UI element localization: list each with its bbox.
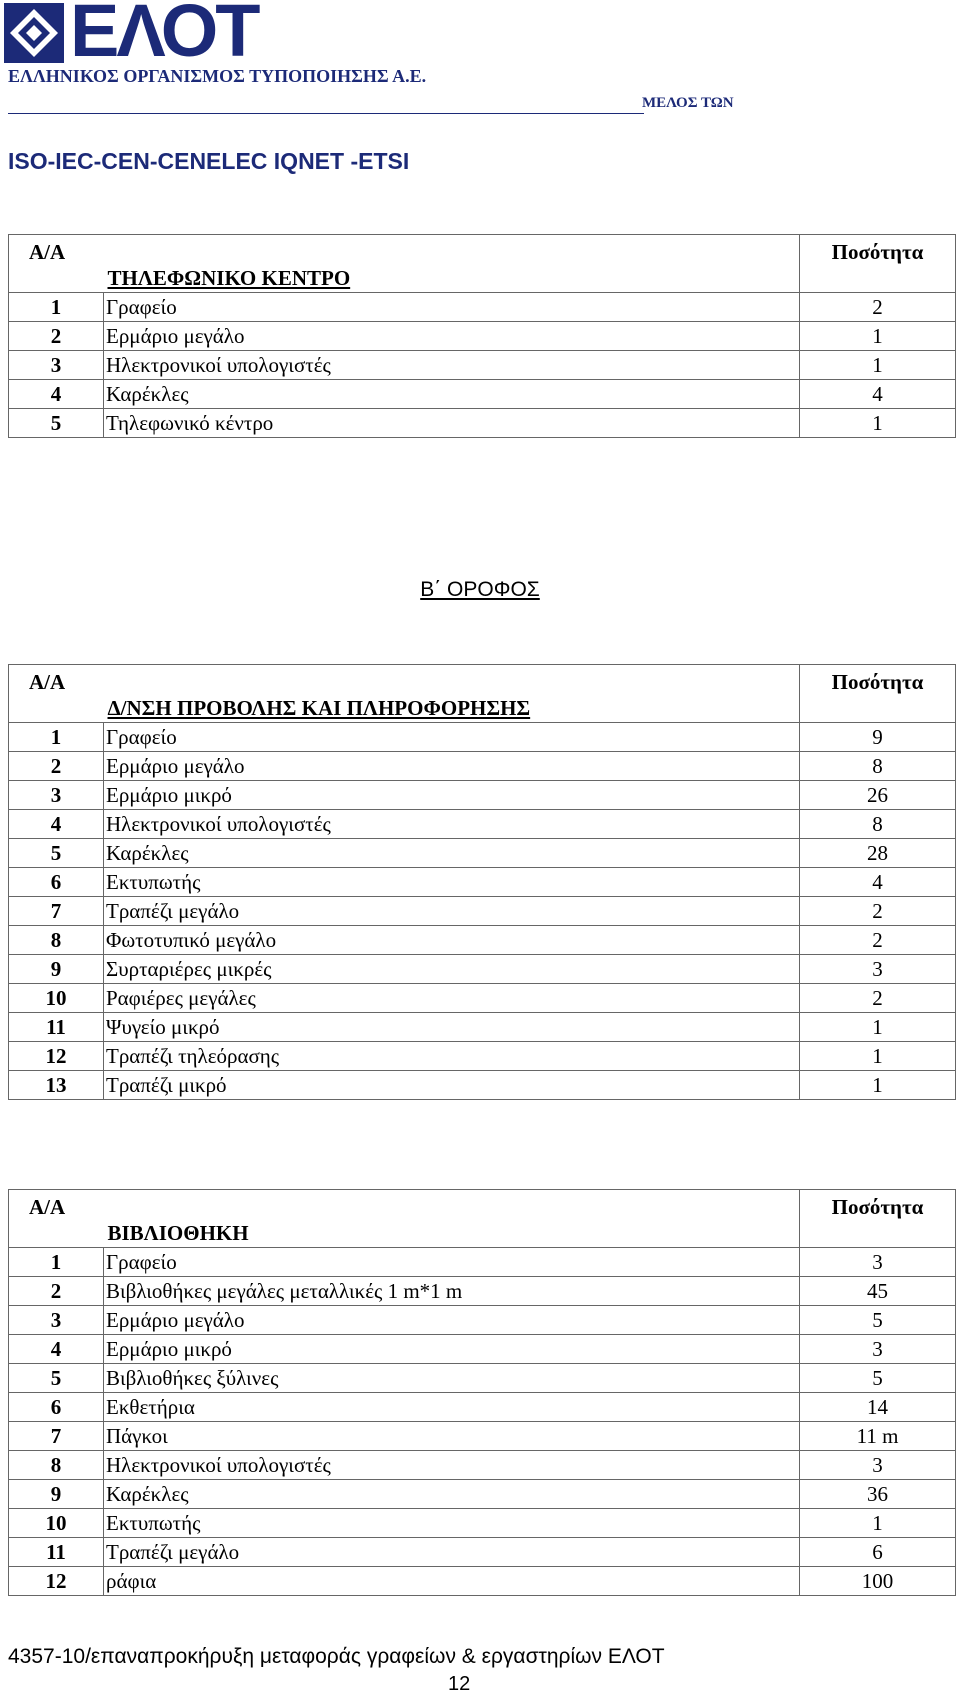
row-number: 4 <box>9 1335 104 1364</box>
member-organizations: ISO-IEC-CEN-CENELEC IQNET -ETSI <box>8 148 410 174</box>
row-item: Ψυγείο μικρό <box>104 1013 800 1042</box>
row-quantity: 14 <box>800 1393 956 1422</box>
row-number: 5 <box>9 1364 104 1393</box>
row-quantity: 3 <box>800 1335 956 1364</box>
row-number: 11 <box>9 1538 104 1567</box>
row-number: 11 <box>9 1013 104 1042</box>
table-row <box>9 322 956 351</box>
table-row <box>9 1306 956 1335</box>
table-row <box>9 1480 956 1509</box>
row-item: Ηλεκτρονικοί υπολογιστές <box>104 810 800 839</box>
footer-reference: 4357-10/επαναπροκήρυξη μεταφοράς γραφείων & εργαστηρίων ΕΛΟΤ <box>8 1645 665 1668</box>
row-quantity: 9 <box>800 723 956 752</box>
row-number: 1 <box>9 723 104 752</box>
row-number: 2 <box>9 752 104 781</box>
row-item: Καρέκλες <box>104 839 800 868</box>
row-item: Εκθετήρια <box>104 1393 800 1422</box>
table-row <box>9 351 956 380</box>
section-title: Δ/ΝΣΗ ΠΡΟΒΟΛΗΣ ΚΑΙ ΠΛΗΡΟΦΟΡΗΣΗΣ <box>107 696 531 720</box>
row-number: 9 <box>9 955 104 984</box>
aa-header: Α/Α <box>29 670 66 694</box>
row-item: Εκτυπωτής <box>104 1509 800 1538</box>
table-row <box>9 810 956 839</box>
row-item: Τραπέζι μεγάλο <box>104 897 800 926</box>
row-item: ράφια <box>104 1567 800 1596</box>
row-item: Ηλεκτρονικοί υπολογιστές <box>104 1451 800 1480</box>
header-divider <box>8 113 644 114</box>
row-item: Ραφιέρες μεγάλες <box>104 984 800 1013</box>
table-row <box>9 293 956 322</box>
logo-wordmark: ΕΛΟΤ <box>70 0 258 72</box>
table-row <box>9 781 956 810</box>
table-row <box>9 1071 956 1100</box>
row-item: Ερμάριο μεγάλο <box>104 1306 800 1335</box>
row-item: Τηλεφωνικό κέντρο <box>104 409 800 438</box>
table-row <box>9 984 956 1013</box>
row-number: 7 <box>9 1422 104 1451</box>
table-row <box>9 409 956 438</box>
row-item: Ερμάριο μεγάλο <box>104 752 800 781</box>
table-row <box>9 926 956 955</box>
row-quantity: 3 <box>800 955 956 984</box>
row-item: Βιβλιοθήκες μεγάλες μεταλλικές 1 m*1 m <box>104 1277 800 1306</box>
row-number: 8 <box>9 926 104 955</box>
row-number: 8 <box>9 1451 104 1480</box>
table-row <box>9 1509 956 1538</box>
row-quantity: 2 <box>800 897 956 926</box>
section-title: ΤΗΛΕΦΩΝΙΚΟ ΚΕΝΤΡΟ <box>107 266 351 290</box>
row-item: Ηλεκτρονικοί υπολογιστές <box>104 351 800 380</box>
row-quantity: 2 <box>800 926 956 955</box>
row-item: Ερμάριο μικρό <box>104 781 800 810</box>
row-item: Φωτοτυπικό μεγάλο <box>104 926 800 955</box>
row-item: Τραπέζι μεγάλο <box>104 1538 800 1567</box>
table-row <box>9 868 956 897</box>
table-row <box>9 1393 956 1422</box>
row-item: Ερμάριο μικρό <box>104 1335 800 1364</box>
aa-header: Α/Α <box>29 240 66 264</box>
row-item: Γραφείο <box>104 293 800 322</box>
page-number: 12 <box>448 1673 471 1695</box>
promotion-information-table <box>8 664 956 1100</box>
organization-name: ΕΛΛΗΝΙΚΟΣ ΟΡΓΑΝΙΣΜΟΣ ΤΥΠΟΠΟΙΗΣΗΣ Α.Ε. <box>8 66 427 86</box>
row-item: Τραπέζι τηλεόρασης <box>104 1042 800 1071</box>
table-row <box>9 897 956 926</box>
row-quantity: 8 <box>800 752 956 781</box>
table-row <box>9 1335 956 1364</box>
aa-header: Α/Α <box>29 1195 66 1219</box>
row-quantity: 5 <box>800 1364 956 1393</box>
table-header-row <box>9 235 956 293</box>
row-quantity: 3 <box>800 1451 956 1480</box>
row-quantity: 100 <box>800 1567 956 1596</box>
table-row <box>9 955 956 984</box>
library-table <box>8 1189 956 1596</box>
row-quantity: 28 <box>800 839 956 868</box>
row-number: 10 <box>9 984 104 1013</box>
row-item: Ερμάριο μεγάλο <box>104 322 800 351</box>
row-number: 7 <box>9 897 104 926</box>
table-row <box>9 380 956 409</box>
row-number: 3 <box>9 351 104 380</box>
row-quantity: 1 <box>800 1509 956 1538</box>
row-number: 3 <box>9 781 104 810</box>
row-quantity: 1 <box>800 322 956 351</box>
row-quantity: 2 <box>800 984 956 1013</box>
row-item: Καρέκλες <box>104 380 800 409</box>
table-header-row <box>9 665 956 723</box>
row-number: 1 <box>9 293 104 322</box>
row-quantity: 2 <box>800 293 956 322</box>
row-number: 4 <box>9 380 104 409</box>
row-quantity: 26 <box>800 781 956 810</box>
row-item: Γραφείο <box>104 723 800 752</box>
row-number: 5 <box>9 839 104 868</box>
row-quantity: 3 <box>800 1248 956 1277</box>
row-item: Τραπέζι μικρό <box>104 1071 800 1100</box>
member-label: ΜΕΛΟΣ ΤΩΝ <box>642 95 734 111</box>
table-row <box>9 752 956 781</box>
row-item: Γραφείο <box>104 1248 800 1277</box>
row-number: 9 <box>9 1480 104 1509</box>
row-number: 12 <box>9 1042 104 1071</box>
row-item: Βιβλιοθήκες ξύλινες <box>104 1364 800 1393</box>
document-header <box>0 0 960 120</box>
table-row <box>9 723 956 752</box>
quantity-header: Ποσότητα <box>831 240 924 264</box>
table-row <box>9 1567 956 1596</box>
row-quantity: 45 <box>800 1277 956 1306</box>
table-row <box>9 1013 956 1042</box>
table-row <box>9 1451 956 1480</box>
row-quantity: 36 <box>800 1480 956 1509</box>
row-quantity: 1 <box>800 1071 956 1100</box>
row-number: 4 <box>9 810 104 839</box>
floor-title: Β΄ ΟΡΟΦΟΣ <box>420 578 540 601</box>
row-quantity: 8 <box>800 810 956 839</box>
row-number: 2 <box>9 1277 104 1306</box>
table-row <box>9 1042 956 1071</box>
row-item: Πάγκοι <box>104 1422 800 1451</box>
row-quantity: 4 <box>800 868 956 897</box>
row-number: 5 <box>9 409 104 438</box>
elot-logo-icon <box>4 3 64 63</box>
row-item: Καρέκλες <box>104 1480 800 1509</box>
quantity-header: Ποσότητα <box>831 1195 924 1219</box>
row-number: 2 <box>9 322 104 351</box>
section-title: ΒΙΒΛΙΟΘΗΚΗ <box>107 1221 249 1245</box>
row-number: 13 <box>9 1071 104 1100</box>
table-row <box>9 1538 956 1567</box>
row-quantity: 6 <box>800 1538 956 1567</box>
row-number: 10 <box>9 1509 104 1538</box>
row-number: 12 <box>9 1567 104 1596</box>
row-number: 3 <box>9 1306 104 1335</box>
row-item: Εκτυπωτής <box>104 868 800 897</box>
table-header-row <box>9 1190 956 1248</box>
table-row <box>9 1364 956 1393</box>
row-item: Συρταριέρες μικρές <box>104 955 800 984</box>
row-quantity: 4 <box>800 380 956 409</box>
row-quantity: 1 <box>800 1013 956 1042</box>
row-number: 6 <box>9 1393 104 1422</box>
row-quantity: 1 <box>800 1042 956 1071</box>
table-row <box>9 1248 956 1277</box>
row-quantity: 1 <box>800 351 956 380</box>
row-number: 6 <box>9 868 104 897</box>
row-quantity: 11 m <box>800 1422 956 1451</box>
table-row <box>9 839 956 868</box>
table-row <box>9 1422 956 1451</box>
quantity-header: Ποσότητα <box>831 670 924 694</box>
table-row <box>9 1277 956 1306</box>
telephone-center-table <box>8 234 956 438</box>
row-quantity: 5 <box>800 1306 956 1335</box>
row-quantity: 1 <box>800 409 956 438</box>
row-number: 1 <box>9 1248 104 1277</box>
